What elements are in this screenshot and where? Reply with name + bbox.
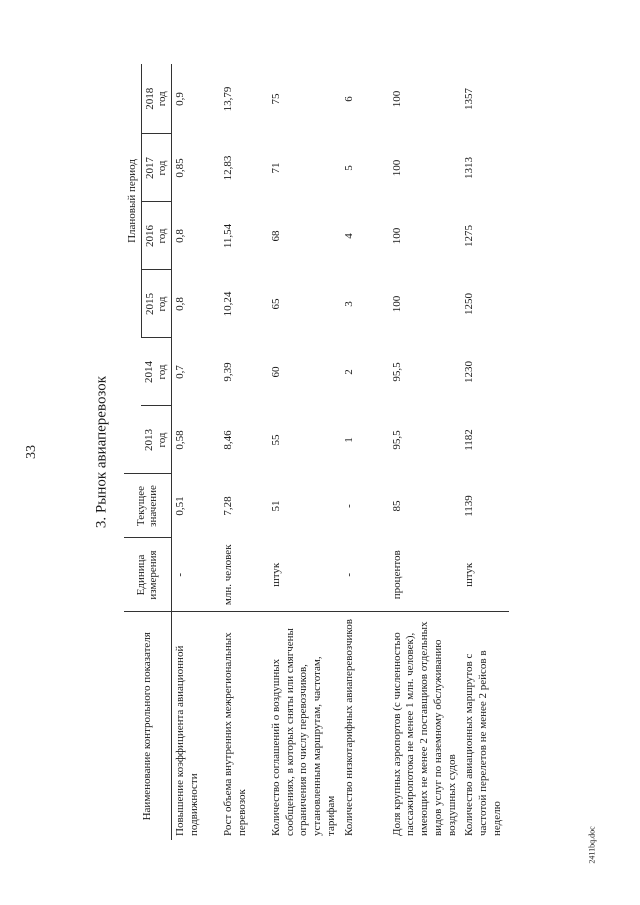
row-unit: штук [269, 562, 282, 587]
row-name: Повышение коэффициента авиационной подвижности [171, 612, 220, 840]
page-number: 33 [24, 445, 39, 459]
row-value-2015: 65 [269, 298, 282, 310]
row-value-2015: 100 [390, 295, 403, 313]
table-row [341, 64, 389, 840]
section-title: 3. Рынок авиаперевозок [93, 375, 110, 529]
row-current: 85 [390, 500, 403, 512]
row-current: 0,51 [173, 496, 186, 516]
row-value-2017: 71 [269, 162, 282, 174]
header-current: Текущее значение [124, 474, 171, 538]
header-year-2017: 2017 год [141, 134, 171, 202]
row-name: Количество авиационных маршрутов с частотой перелетов не менее 2 рейсов в неделю [461, 612, 509, 840]
header-year-2013: 2013 год [141, 406, 171, 474]
row-name: Рост объема внутренних межрегиональных перевозок [220, 612, 268, 840]
row-value-2016: 68 [269, 230, 282, 242]
row-value-2014: 9,39 [221, 362, 234, 382]
table-row [268, 64, 341, 840]
row-current: 51 [269, 500, 282, 512]
row-value-2013: 1182 [463, 429, 476, 451]
row-value-2013: 55 [269, 434, 282, 446]
row-value-2016: 11,54 [221, 223, 234, 249]
header-year-2014: 2014 год [141, 338, 171, 406]
row-value-2014: 95,5 [390, 362, 403, 382]
row-value-2013: 1 [342, 437, 355, 443]
row-name: Количество низкотарифных авиаперевозчиков [341, 612, 389, 840]
row-value-2018: 6 [342, 96, 355, 102]
row-unit: - [173, 572, 186, 577]
row-value-2018: 0,9 [173, 92, 186, 106]
row-value-2017: 1313 [463, 157, 476, 179]
row-value-2015: 3 [342, 301, 355, 307]
row-name: Доля крупных аэропортов (с численностью пассажиропотока не менее 1 млн. человек), имеющих не менее 2 поставщиков отдельных видов услуг по наземному обслуживанию воздушных судов [389, 612, 462, 840]
row-unit: - [342, 572, 355, 577]
row-value-2014: 2 [342, 369, 355, 375]
row-value-2016: 0,8 [173, 229, 186, 243]
row-value-2015: 0,8 [173, 297, 186, 311]
row-value-2018: 13,79 [221, 86, 234, 112]
row-value-2016: 1275 [463, 225, 476, 247]
header-name: Наименование контрольного показателя [124, 612, 171, 840]
header-year-2016: 2016 год [141, 202, 171, 270]
row-current: - [342, 504, 355, 508]
row-value-2018: 100 [390, 90, 403, 108]
row-value-2013: 95,5 [390, 430, 403, 450]
indicators-table-wrapper [124, 64, 584, 840]
row-value-2014: 1230 [463, 361, 476, 383]
row-value-2017: 0,85 [173, 158, 186, 178]
row-value-2014: 60 [269, 366, 282, 378]
row-value-2013: 8,46 [221, 430, 234, 450]
header-year-2018: 2018 год [141, 64, 171, 134]
row-value-2014: 0,7 [173, 365, 186, 379]
header-blank [124, 338, 141, 474]
row-value-2015: 10,24 [221, 291, 234, 317]
row-value-2013: 0,58 [173, 430, 186, 450]
row-unit: млн. человек [221, 544, 234, 606]
row-value-2015: 1250 [463, 293, 476, 315]
row-name: Количество соглашений о воздушных сообщениях, в которых сняты или смягчены ограничения по числу перевозчиков, установленным маршрутам, частотам, тарифам [268, 612, 341, 840]
header-row-top [124, 64, 141, 840]
row-current: 7,28 [221, 496, 234, 516]
table-row [220, 64, 268, 840]
row-value-2018: 1357 [463, 87, 476, 110]
document-code: 2411bq.doc [587, 826, 597, 864]
table-row [461, 64, 509, 840]
row-value-2018: 75 [269, 93, 282, 105]
row-value-2017: 100 [390, 159, 403, 177]
row-value-2016: 4 [342, 233, 355, 239]
row-unit: штук [463, 562, 476, 587]
row-value-2016: 100 [390, 227, 403, 245]
row-unit: процентов [390, 550, 403, 600]
header-planned-period: Плановый период [124, 64, 141, 338]
row-current: 1139 [463, 495, 476, 517]
header-unit: Единица измерения [124, 538, 171, 612]
row-value-2017: 5 [342, 165, 355, 171]
table-row [171, 64, 220, 840]
indicators-table [124, 64, 509, 840]
row-value-2017: 12,83 [221, 155, 234, 181]
header-year-2015: 2015 год [141, 270, 171, 338]
table-row [389, 64, 462, 840]
